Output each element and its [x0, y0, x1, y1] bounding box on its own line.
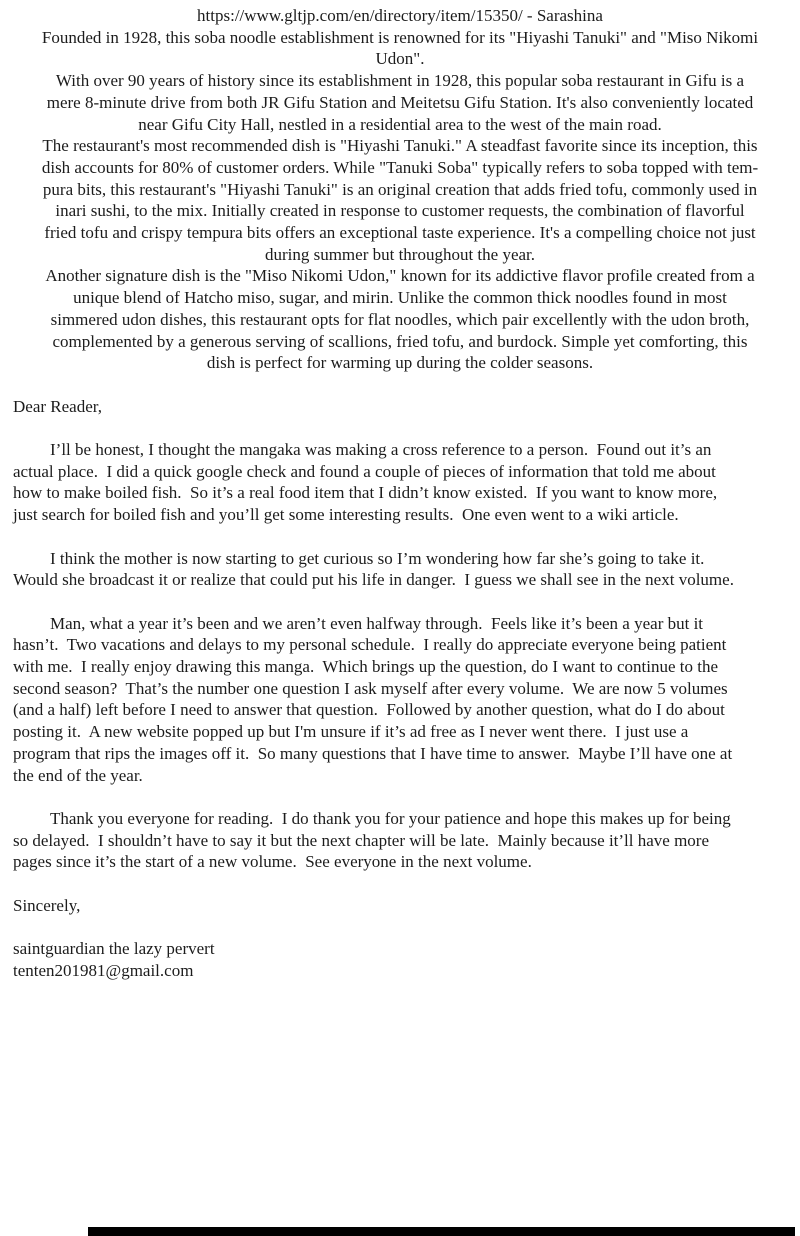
paragraph-line: second season? That’s the number one question I ask myself after every volume. We are now 5 volumes	[13, 678, 728, 698]
restaurant-description-line: near Gifu City Hall, nestled in a residential area to the west of the main road.	[138, 114, 662, 134]
closing: Sincerely,	[13, 895, 81, 915]
paragraph-line: pages since it’s the start of a new volume. See everyone in the next volume.	[13, 852, 532, 872]
restaurant-description-line: Udon".	[375, 49, 425, 69]
restaurant-description-line: Another signature dish is the "Miso Nikomi Udon," known for its addictive flavor profile created from a	[45, 266, 755, 286]
restaurant-description-line: during summer but throughout the year.	[264, 244, 536, 264]
paragraph-line: Would she broadcast it or realize that could put his life in danger. I guess we shall see in the next volume.	[13, 570, 734, 590]
paragraph-line: I think the mother is now starting to get curious so I’m wondering how far she’s going to take it.	[50, 548, 705, 568]
source-description-block	[6, 0, 794, 374]
restaurant-description-line: simmered udon dishes, this restaurant opts for flat noodles, which pair excellently with the udon broth,	[50, 309, 750, 329]
restaurant-description-line: dish is perfect for warming up during the colder seasons.	[206, 353, 594, 373]
signature-email: tenten201981@gmail.com	[13, 960, 194, 980]
restaurant-description-line: pura bits, this restaurant's "Hiyashi Tanuki" is an original creation that adds fried tofu, commonly used in	[42, 179, 758, 199]
letter-paragraph	[13, 439, 794, 526]
bottom-black-bar	[88, 1227, 795, 1236]
restaurant-description-line: With over 90 years of history since its establishment in 1928, this popular soba restaurant in Gifu is a	[55, 71, 745, 91]
salutation: Dear Reader,	[13, 396, 102, 416]
source-url-line: https://www.gltjp.com/en/directory/item/15350/ - Sarashina	[197, 6, 603, 25]
paragraph-line: program that rips the images off it. So many questions that I have time to answer. Maybe I’ll have one at	[13, 743, 733, 763]
paragraph-line: Man, what a year it’s been and we aren’t even halfway through. Feels like it’s been a year but it	[50, 613, 704, 633]
letter-paragraph	[13, 548, 794, 591]
signature-name: saintguardian the lazy pervert	[13, 939, 215, 959]
paragraph-line: (and a half) left before I need to answer that question. Followed by another question, what do I do about	[13, 700, 725, 720]
restaurant-description-line: fried tofu and crispy tempura bits offers an exceptional taste experience. It's a compelling choice not just	[44, 223, 756, 243]
paragraph-line: so delayed. I shouldn’t have to say it but the next chapter will be late. Mainly because it’ll have more	[13, 830, 710, 850]
paragraph-line: with me. I really enjoy drawing this manga. Which brings up the question, do I want to continue to the	[13, 657, 719, 677]
restaurant-description-line: mere 8-minute drive from both JR Gifu Station and Meitetsu Gifu Station. It's also conveniently located	[46, 92, 754, 112]
restaurant-description-line: The restaurant's most recommended dish is "Hiyashi Tanuki." A steadfast favorite since its inception, this	[42, 136, 758, 156]
letter-paragraph	[13, 808, 794, 873]
paragraph-line: Thank you everyone for reading. I do thank you for your patience and hope this makes up for being	[50, 808, 731, 828]
restaurant-description-line: unique blend of Hatcho miso, sugar, and mirin. Unlike the common thick noodles found in most	[73, 288, 727, 308]
signature-block	[13, 938, 794, 981]
paragraph-line: hasn’t. Two vacations and delays to my personal schedule. I really do appreciate everyone being patient	[13, 635, 727, 655]
paragraph-line: actual place. I did a quick google check and found a couple of pieces of information that told me about	[13, 461, 716, 481]
paragraph-line: the end of the year.	[13, 765, 143, 785]
paragraph-line: just search for boiled fish and you’ll get some interesting results. One even went to a wiki article.	[13, 505, 679, 525]
paragraph-line: posting it. A new website popped up but I'm unsure if it’s ad free as I never went there. I just use a	[13, 722, 689, 742]
letter-paragraph	[13, 613, 794, 787]
restaurant-description-line: inari sushi, to the mix. Initially created in response to customer requests, the combination of flavorful	[55, 201, 745, 221]
restaurant-description-line: dish accounts for 80% of customer orders. While "Tanuki Soba" typically refers to soba topped with tem-	[41, 157, 759, 177]
paragraph-line: how to make boiled fish. So it’s a real food item that I didn’t know existed. If you want to know more,	[13, 483, 718, 503]
restaurant-description-line: Founded in 1928, this soba noodle establishment is renowned for its "Hiyashi Tanuki" and "Miso Nikomi	[41, 27, 759, 47]
letter-body	[13, 396, 794, 982]
paragraph-line: I’ll be honest, I thought the mangaka was making a cross reference to a person. Found out it’s an	[50, 440, 712, 460]
restaurant-description-line: complemented by a generous serving of scallions, fried tofu, and burdock. Simple yet comforting, this	[52, 331, 748, 351]
